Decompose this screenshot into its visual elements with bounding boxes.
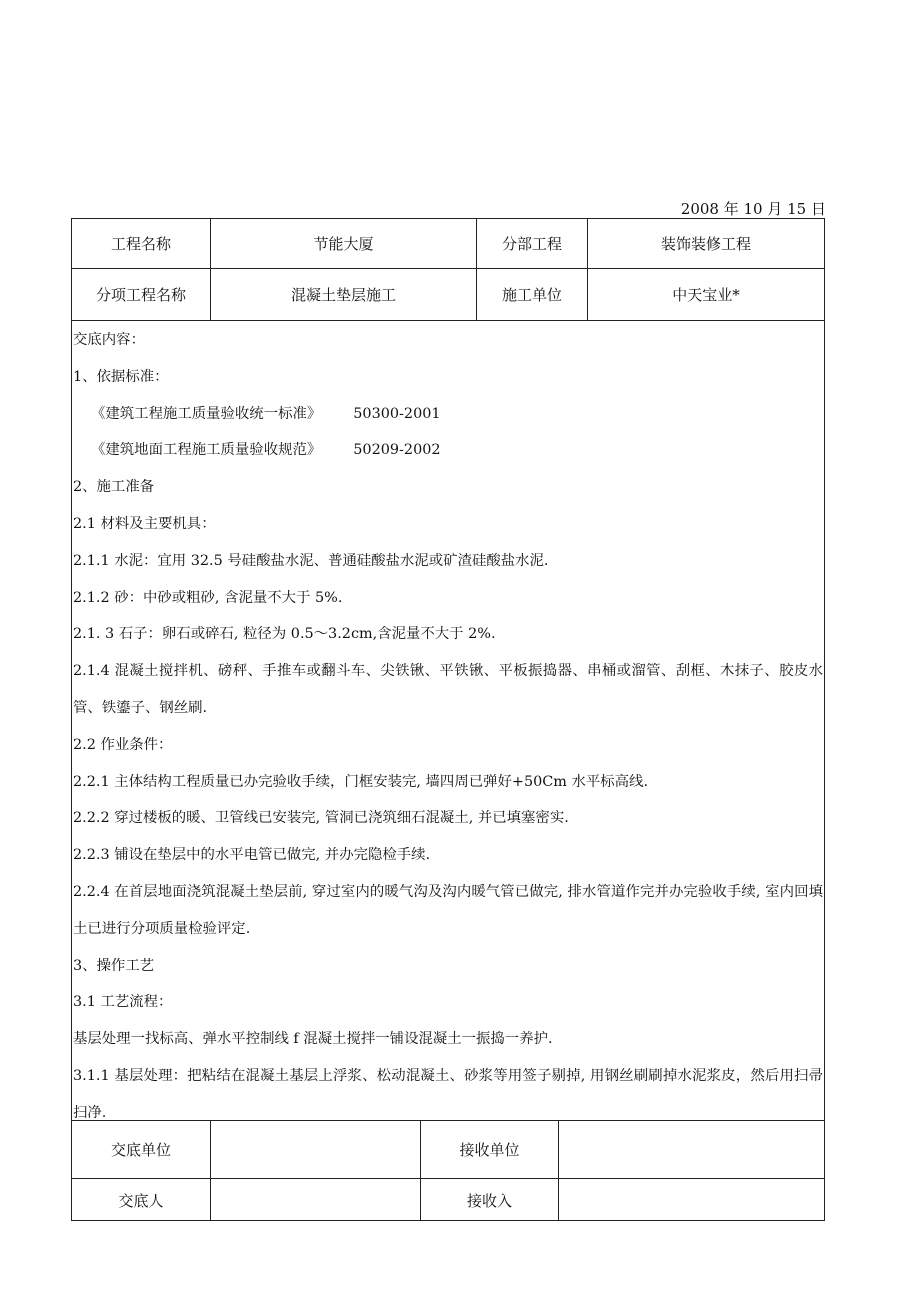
subitem-value: 混凝土垫层施工 (290, 286, 396, 304)
receiver-person-field[interactable] (559, 1179, 824, 1221)
section-2-2-2: 2.2.2 穿过楼板的暖、卫管线已安装完, 管洞已浇筑细石混凝土, 并已填塞密实. (73, 810, 569, 827)
process-flow: 基层处理一找标高、弹水平控制线 f 混凝土搅拌一铺设混凝土一振捣一养护. (73, 1031, 553, 1048)
standard-2-name: 《建筑地面工程施工质量验收规范》 (91, 442, 322, 459)
standard-1 (73, 396, 823, 433)
contractor-label: 施工单位 (501, 286, 562, 304)
table-divider (71, 320, 825, 321)
standard-2-code: 50209-2002 (353, 442, 441, 459)
division-label: 分部工程 (501, 235, 562, 253)
receiver-unit-label: 接收单位 (459, 1141, 520, 1159)
receiver-person-label: 接收入 (466, 1191, 512, 1210)
project-name-label: 工程名称 (110, 235, 171, 253)
section-2-1-3: 2.1. 3 石子：卵石或碎石, 粒径为 0.5～3.2cm,含泥量不大于 2%. (73, 626, 496, 643)
standard-2 (73, 432, 823, 469)
section-2-1-2: 2.1.2 砂：中砂或粗砂, 含泥量不大于 5%. (73, 589, 343, 606)
handover-unit-field[interactable] (211, 1121, 420, 1178)
handover-content (73, 322, 823, 1120)
section-3-1-1: 3.1.1 基层处理：把粘结在混凝土基层上浮浆、松动混凝土、砂浆等用签子剔掉, 用钢丝刷刷掉水泥浆皮，然后用扫帚扫净. (73, 1067, 823, 1120)
section-2-2-3: 2.2.3 铺设在垫层中的水平电管已做完, 并办完隐检手续. (73, 847, 431, 864)
section-2-2: 2.2 作业条件： (73, 736, 173, 753)
contractor-value: 中天宝业* (672, 286, 740, 304)
project-name-value: 节能大厦 (313, 235, 374, 253)
handover-person-field[interactable] (211, 1179, 420, 1221)
receiver-unit-field[interactable] (559, 1121, 824, 1178)
division-value: 装饰装修工程 (660, 235, 751, 253)
section-1-heading: 1、依据标准： (73, 368, 169, 385)
section-2-1-1: 2.1.1 水泥：宜用 32.5 号硅酸盐水泥、普通硅酸盐水泥或矿渣硅酸盐水泥. (73, 552, 549, 569)
subitem-label: 分项工程名称 (95, 286, 186, 304)
standard-1-name: 《建筑工程施工质量验收统一标准》 (91, 405, 322, 422)
section-2-1-4: 2.1.4 混凝土搅拌机、磅秤、手推车或翻斗车、尖铁锹、平铁锹、平板振捣器、串桶或溜管、刮框、木抹子、胶皮水管、铁鎏子、钢丝刷. (73, 663, 823, 716)
section-2-2-1: 2.2.1 主体结构工程质量已办完验收手续，门框安装完, 墙四周已弹好+50Cm 水平标高线. (73, 773, 649, 790)
handover-person-label: 交底人 (118, 1191, 164, 1210)
handover-unit-label: 交底单位 (110, 1141, 171, 1159)
standard-1-code: 50300-2001 (353, 405, 441, 422)
document-date: 2008 年 10 月 15 日 (680, 200, 826, 218)
section-3-1: 3.1 工艺流程： (73, 994, 173, 1011)
section-2-2-4: 2.2.4 在首层地面浇筑混凝土垫层前, 穿过室内的暖气沟及沟内暖气管已做完, 排水管道作完并办完验收手续, 室内回填土已进行分项质量检验评定. (73, 883, 823, 937)
section-3-heading: 3、操作工艺 (73, 957, 155, 974)
section-2-1: 2.1 材料及主要机具： (73, 515, 216, 532)
section-2-heading: 2、施工准备 (73, 479, 155, 496)
content-intro: 交底内容： (73, 332, 145, 348)
